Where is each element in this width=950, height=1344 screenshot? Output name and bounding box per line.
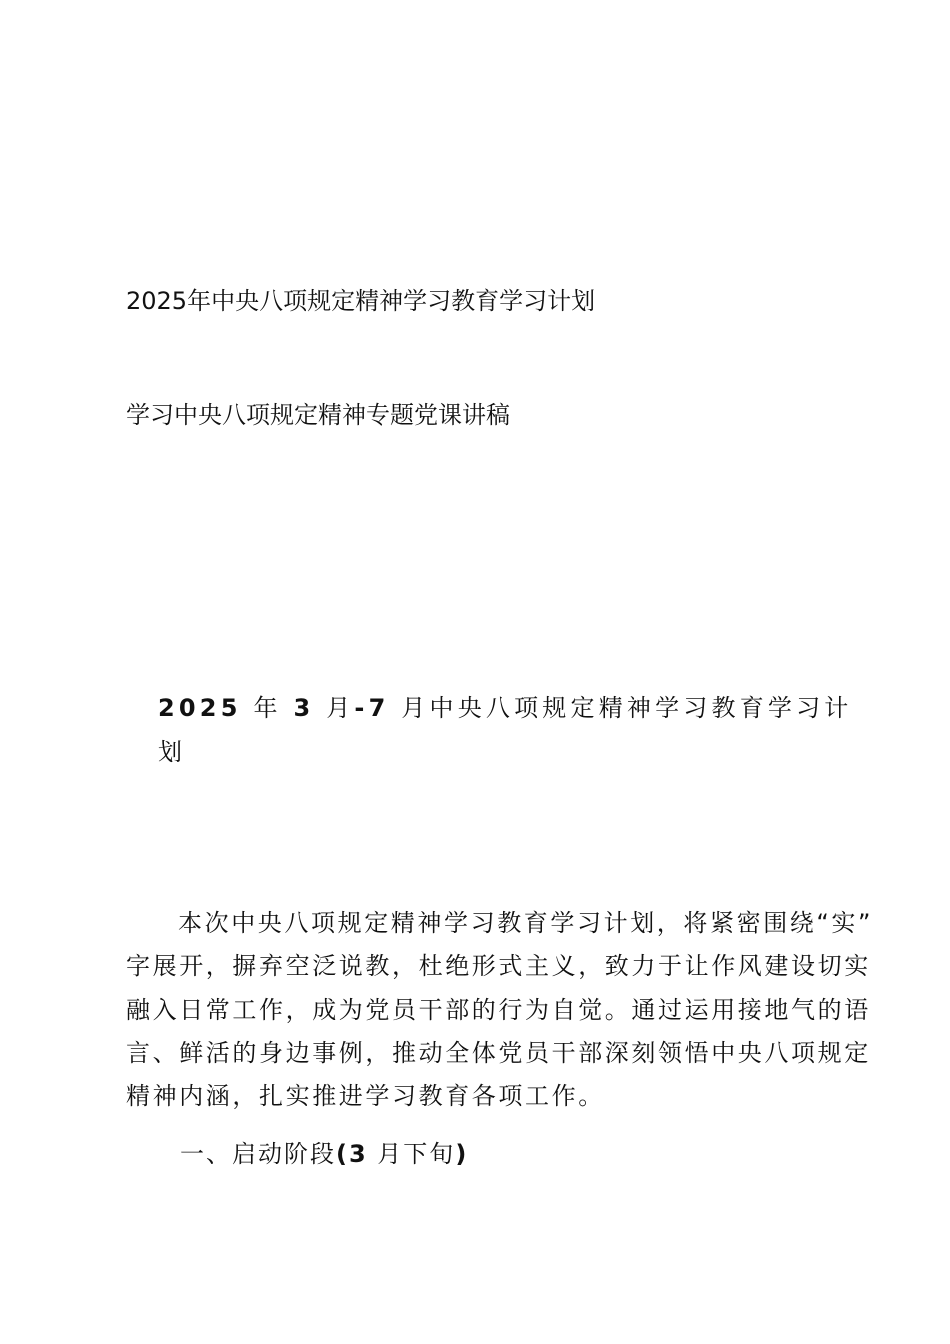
heading-month-start: 3	[293, 694, 315, 722]
paragraph-line: 融入日常工作，成为党员干部的行为自觉。通过运用接地气的语	[126, 995, 871, 1024]
section-heading-period: 月下旬	[367, 1140, 456, 1168]
toc-entry-party-lecture[interactable]: 学习中央八项规定精神专题党课讲稿	[126, 401, 510, 429]
toc-entry-study-plan[interactable]: 2025年中央八项规定精神学习教育学习计划	[126, 287, 596, 315]
section-heading-close-paren: )	[455, 1140, 469, 1168]
heading-month-end: -7	[354, 694, 390, 722]
section-heading-launch-phase	[180, 1139, 468, 1169]
paragraph-line: 字展开，摒弃空泛说教，杜绝形式主义，致力于让作风建设切实	[126, 952, 871, 981]
paragraph-line: 本次中央八项规定精神学习教育学习计划，将紧密围绕“实”	[178, 909, 874, 937]
intro-paragraph	[126, 902, 874, 1118]
paragraph-line: 言、鲜活的身边事例，推动全体党员干部深刻领悟中央八项规定	[126, 1038, 871, 1067]
section-heading-month: (3	[336, 1140, 368, 1168]
main-heading	[158, 686, 853, 774]
heading-text-year-unit: 年	[241, 694, 294, 722]
paragraph-line: 精神内涵，扎实推进学习教育各项工作。	[126, 1082, 605, 1111]
heading-year: 2025	[158, 694, 242, 722]
heading-text-title: 月中央八项规定精神学习教育学习计	[389, 694, 853, 722]
heading-text-month-unit: 月	[314, 694, 355, 722]
section-heading-title: 一、启动阶段	[180, 1140, 336, 1168]
main-heading-line-1	[158, 686, 853, 730]
main-heading-line-2: 划	[158, 738, 187, 766]
